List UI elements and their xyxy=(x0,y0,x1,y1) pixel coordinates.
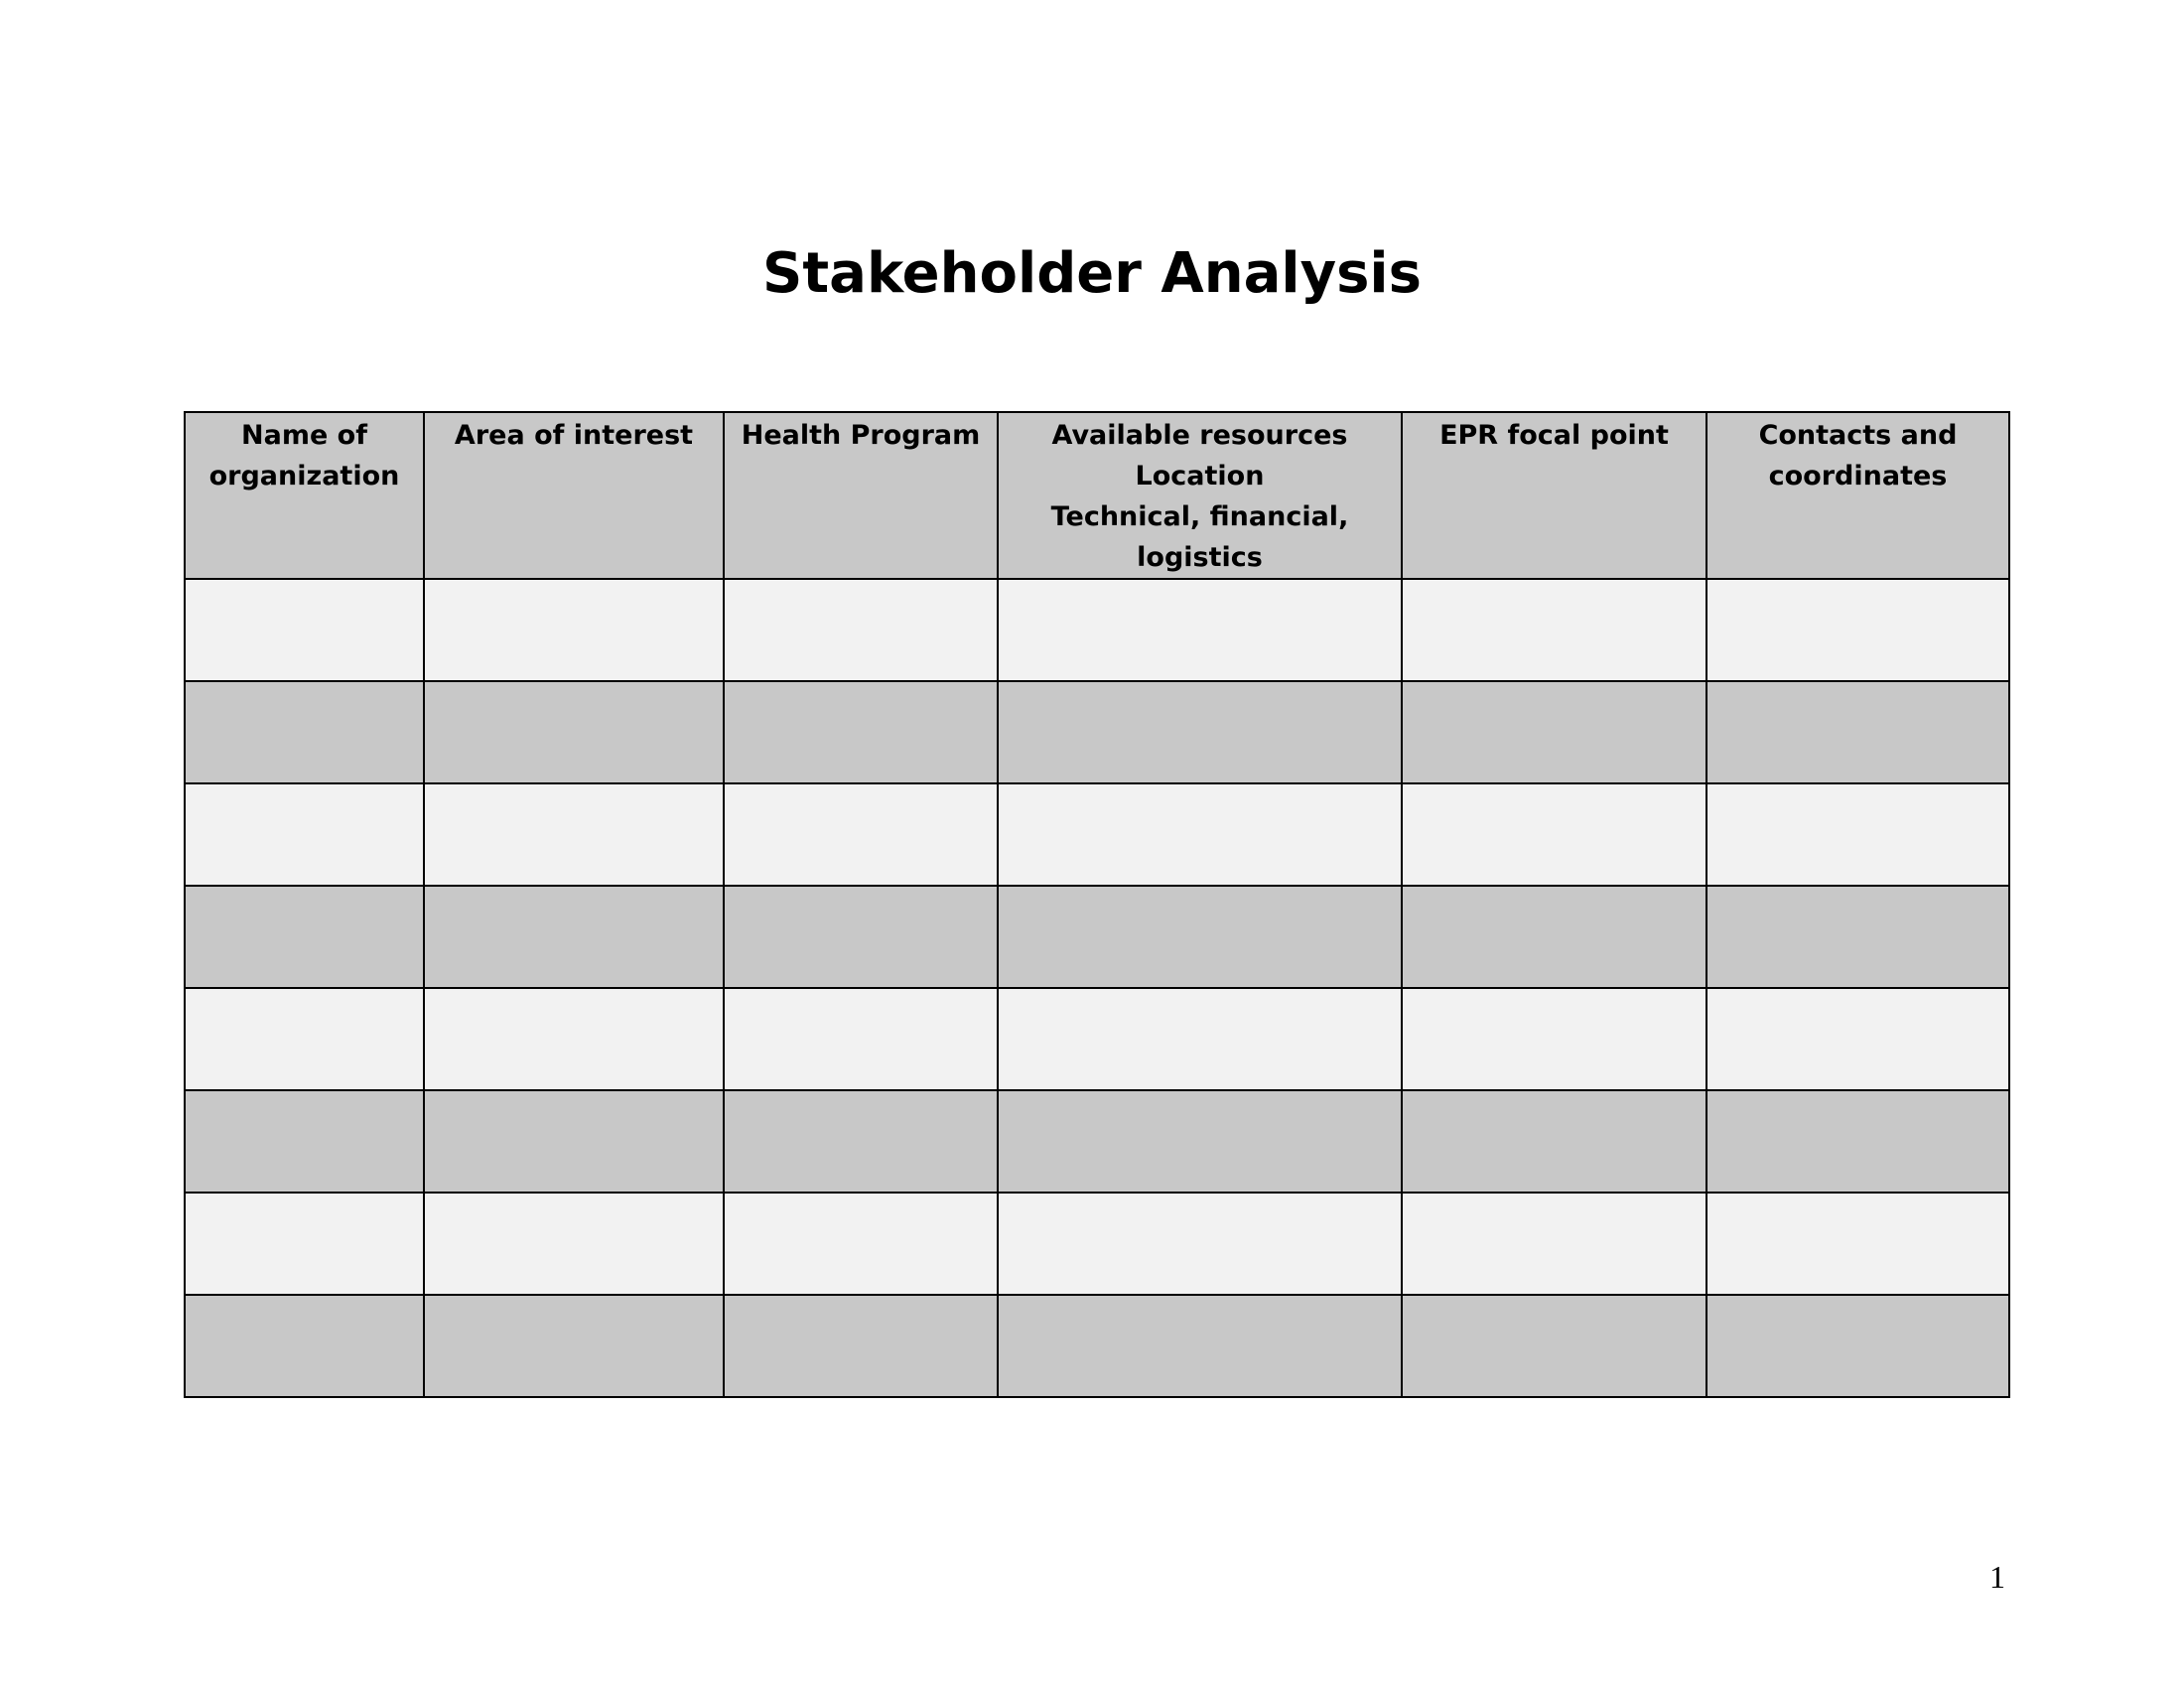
table-cell[interactable] xyxy=(424,681,724,783)
header-text-line: coordinates xyxy=(1768,461,1948,492)
table-row xyxy=(185,1090,2009,1193)
table-cell[interactable] xyxy=(185,1193,424,1295)
table-row xyxy=(185,886,2009,988)
table-cell[interactable] xyxy=(724,579,998,681)
table-cell[interactable] xyxy=(424,988,724,1090)
table-cell[interactable] xyxy=(724,1295,998,1397)
table-cell[interactable] xyxy=(998,1193,1402,1295)
table-cell[interactable] xyxy=(998,1090,1402,1193)
table-cell[interactable] xyxy=(424,783,724,886)
table-row xyxy=(185,1193,2009,1295)
table-cell[interactable] xyxy=(1706,783,2009,886)
table-cell[interactable] xyxy=(724,1193,998,1295)
table-cell[interactable] xyxy=(185,1295,424,1397)
table-cell[interactable] xyxy=(1402,1090,1706,1193)
table-cell[interactable] xyxy=(185,886,424,988)
table-cell[interactable] xyxy=(424,579,724,681)
table-cell[interactable] xyxy=(998,988,1402,1090)
header-text-line: Technical, financial, xyxy=(1050,501,1349,532)
table-cell[interactable] xyxy=(1706,988,2009,1090)
table-cell[interactable] xyxy=(1706,1295,2009,1397)
header-text-line: Name of xyxy=(241,420,367,451)
table-row xyxy=(185,579,2009,681)
header-contacts-and-coordinates xyxy=(1706,412,2009,579)
table-cell[interactable] xyxy=(1706,1090,2009,1193)
table-cell[interactable] xyxy=(724,988,998,1090)
table-cell[interactable] xyxy=(1706,886,2009,988)
table-cell[interactable] xyxy=(1402,1295,1706,1397)
header-text-line: Area of interest xyxy=(454,420,694,451)
table-row xyxy=(185,988,2009,1090)
table-header-row xyxy=(185,412,2009,579)
table-cell[interactable] xyxy=(424,1193,724,1295)
header-text-line: logistics xyxy=(1137,542,1263,573)
header-text-line: Available resources xyxy=(1051,420,1348,451)
page-title: Stakeholder Analysis xyxy=(762,241,1422,306)
table-row xyxy=(185,783,2009,886)
header-text-line: Location xyxy=(1135,461,1265,492)
table-cell[interactable] xyxy=(185,681,424,783)
table-cell[interactable] xyxy=(998,783,1402,886)
table-cell[interactable] xyxy=(1706,1193,2009,1295)
header-text-line: organization xyxy=(208,461,400,492)
page-number: 1 xyxy=(1989,1559,2005,1595)
table-cell[interactable] xyxy=(1706,681,2009,783)
table-cell[interactable] xyxy=(424,1295,724,1397)
table-cell[interactable] xyxy=(724,1090,998,1193)
table-cell[interactable] xyxy=(1402,783,1706,886)
table-cell[interactable] xyxy=(998,886,1402,988)
table-cell[interactable] xyxy=(1706,579,2009,681)
header-area-of-interest xyxy=(424,412,724,579)
header-available-resources xyxy=(998,412,1402,579)
table-cell[interactable] xyxy=(424,886,724,988)
table-cell[interactable] xyxy=(724,681,998,783)
table-cell[interactable] xyxy=(998,681,1402,783)
table-cell[interactable] xyxy=(724,886,998,988)
table-cell[interactable] xyxy=(185,1090,424,1193)
table-cell[interactable] xyxy=(998,579,1402,681)
header-text-line: Health Program xyxy=(741,420,981,451)
table-cell[interactable] xyxy=(185,988,424,1090)
table-cell[interactable] xyxy=(424,1090,724,1193)
table-cell[interactable] xyxy=(185,579,424,681)
header-health-program xyxy=(724,412,998,579)
header-epr-focal-point xyxy=(1402,412,1706,579)
table-cell[interactable] xyxy=(185,783,424,886)
header-text-line: EPR focal point xyxy=(1439,420,1669,451)
stakeholder-table xyxy=(184,411,2010,1398)
table-cell[interactable] xyxy=(1402,1193,1706,1295)
table-cell[interactable] xyxy=(998,1295,1402,1397)
table-row xyxy=(185,681,2009,783)
table-row xyxy=(185,1295,2009,1397)
header-name-of-organization xyxy=(185,412,424,579)
header-text-line: Contacts and xyxy=(1758,420,1958,451)
table-cell[interactable] xyxy=(1402,886,1706,988)
table-cell[interactable] xyxy=(1402,988,1706,1090)
table-cell[interactable] xyxy=(1402,579,1706,681)
table-cell[interactable] xyxy=(724,783,998,886)
table-cell[interactable] xyxy=(1402,681,1706,783)
